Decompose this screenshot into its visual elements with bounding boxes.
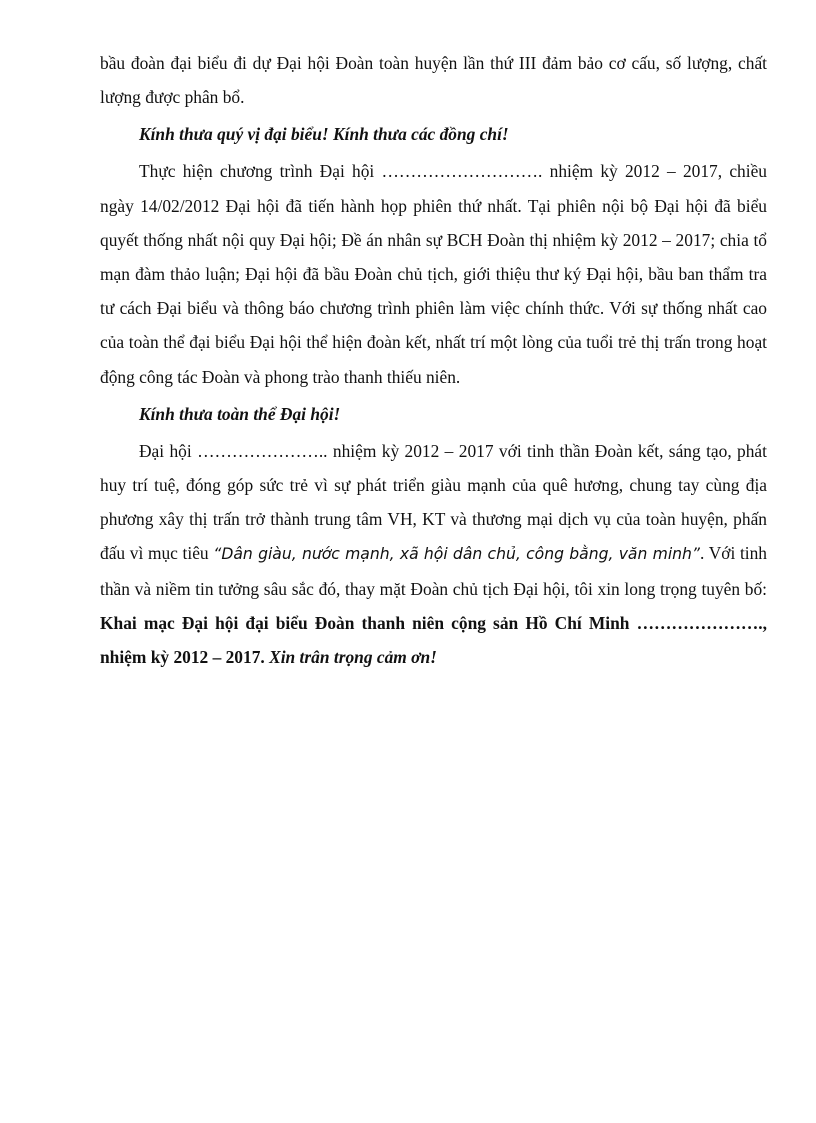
- paragraph-intro: bầu đoàn đại biểu đi dự Đại hội Đoàn toàn huyện lần thứ III đảm bảo cơ cấu, số lượng, chất lượng được phân bổ.: [100, 53, 767, 108]
- closing-thanks: Xin trân trọng cảm ơn!: [269, 647, 437, 668]
- opening-text-middle: . Với tinh thần và niềm tin tưởng sâu sắc đó, thay mặt Đoàn chủ tịch Đại hội, tôi xin long trọng tuyên bố:: [100, 543, 768, 599]
- motto-quote: “Dân giàu, nước mạnh, xã hội dân chủ, công bằng, văn minh”: [213, 545, 701, 564]
- salutation-congress: Kính thưa toàn thể Đại hội!: [139, 403, 341, 424]
- paragraph-opening: [100, 434, 767, 674]
- salutation-delegates: Kính thưa quý vị đại biểu! Kính thưa các đồng chí!: [139, 124, 509, 145]
- document-page: [100, 46, 767, 674]
- opening-declaration: Khai mạc Đại hội đại biểu Đoàn thanh niên cộng sản Hồ Chí Minh …………………., nhiệm kỳ 2012 – 2017.: [100, 612, 767, 668]
- opening-text-start: Đại hội ………………….. nhiệm kỳ 2012 – 2017 với tinh thần Đoàn kết, sáng tạo, phát huy trí tuệ, đóng góp sức trẻ vì sự phát triển giàu mạnh của quê hương, chung tay cùng địa phương xây thị trấn trở thành trung tâm VH, KT và thương mại dịch vụ của toàn huyện, phấn đấu vì mục tiêu: [100, 440, 767, 564]
- paragraph-program: Thực hiện chương trình Đại hội ………………………. nhiệm kỳ 2012 – 2017, chiều ngày 14/02/2012 Đại hội đã tiến hành họp phiên thứ nhất. Tại phiên nội bộ Đại hội đã biểu quyết thống nhất nội quy Đại hội; Đề án nhân sự BCH Đoàn thị nhiệm kỳ 2012 – 2017; chia tổ mạn đàm thảo luận; Đại hội đã bầu Đoàn chủ tịch, giới thiệu thư ký Đại hội, bầu ban thẩm tra tư cách Đại biểu và thông báo chương trình phiên làm việc chính thức. Với sự thống nhất cao của toàn thể đại biểu Đại hội thể hiện đoàn kết, nhất trí một lòng của tuổi trẻ thị trấn trong hoạt động công tác Đoàn và phong trào thanh thiếu niên.: [100, 161, 767, 387]
